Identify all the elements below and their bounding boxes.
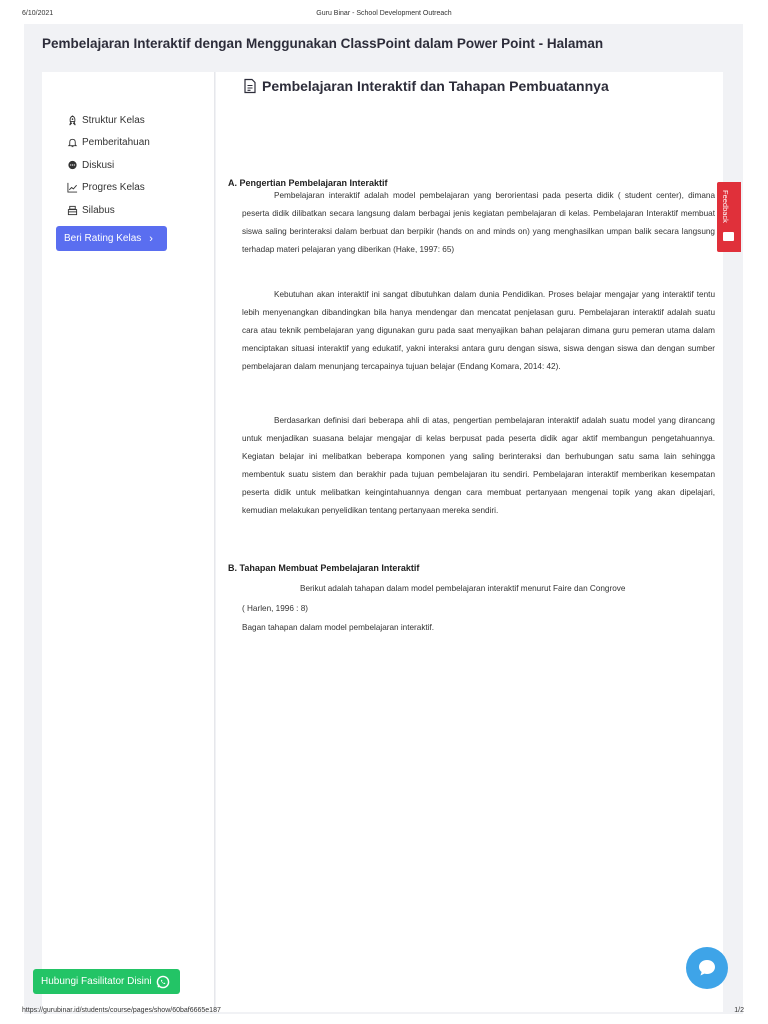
closing-line: Bagan tahapan dalam model pembelajaran interaktif. — [242, 623, 435, 632]
chat-icon — [66, 159, 78, 171]
paragraph-4: Berikut adalah tahapan dalam model pembelajaran interaktif menurut Faire dan Congrove — [300, 584, 626, 593]
rocket-icon — [66, 114, 78, 126]
bell-icon — [66, 136, 78, 148]
paragraph-1: Pembelajaran interaktif adalah model pembelajaran yang berorientasi pada peserta didik ( student center), dimana peserta didik dilibatkan secara langsung dalam berbagai jenis kegiatan pembelajaran di kelas. Pembelajaran Interaktif membuat siswa saling berinteraksi dalam berbuat dan berpikir (hands on and minds on) yang menghasilkan umpan balik secara langsung terhadap materi pelajaran yang diberikan (Hake, 1997: 65) — [242, 191, 715, 254]
print-footer — [0, 1002, 768, 1024]
print-header-title: Guru Binar - School Development Outreach — [316, 10, 452, 17]
citation: ( Harlen, 1996 : 8) — [242, 604, 308, 613]
print-url: https://gurubinar.id/students/course/pages/show/60baf6665e187 — [22, 1007, 221, 1014]
sidebar-item-pemberitahuan[interactable] — [66, 134, 206, 150]
chart-line-icon — [66, 181, 78, 193]
content-panel — [216, 72, 723, 1012]
section-a-heading: A. Pengertian Pembelajaran Interaktif — [228, 178, 388, 188]
sidebar-item-progres-kelas[interactable] — [66, 179, 206, 195]
sidebar-item-label: Diskusi — [82, 159, 115, 171]
print-header — [0, 0, 768, 22]
feedback-tab[interactable] — [717, 182, 741, 252]
sidebar-item-struktur-kelas[interactable] — [66, 112, 206, 128]
app-window — [24, 24, 743, 1014]
sidebar-item-silabus[interactable] — [66, 202, 206, 218]
rating-button-label: Beri Rating Kelas — [64, 233, 142, 244]
rating-button[interactable] — [56, 226, 167, 251]
document-icon — [242, 78, 258, 94]
chevron-right-icon: › — [149, 232, 153, 245]
sidebar-item-label: Silabus — [82, 204, 115, 216]
live-chat-button[interactable] — [686, 947, 728, 989]
whatsapp-icon — [156, 975, 170, 989]
paragraph-3: Berdasarkan definisi dari beberapa ahli di atas, pengertian pembelajaran interaktif adalah suatu model yang dirancang untuk menjadikan suasana belajar mengajar di kelas berpusat pada peserta didik agar aktif membangun pengetahuannya. Kegiatan belajar ini melibatkan beberapa komponen yang saling berinteraksi dan berhubungan satu sama lain sehingga membentuk suatu sistem dan berakhir pada tujuan pembelajaran itu sendiri. Pembelajaran interaktif memberikan kesempatan peserta didik untuk melibatkan keingintahuannya dengan cara membuat pertanyaan mengenai topik yang akan dipelajari, kemudian melakukan penyelidikan tentang pertanyaan mereka sendiri. — [242, 416, 715, 515]
feedback-icon — [723, 232, 734, 241]
sidebar-item-diskusi[interactable] — [66, 157, 206, 173]
print-page-number: 1/2 — [734, 1007, 744, 1014]
sidebar — [42, 72, 215, 1012]
content-title-text: Pembelajaran Interaktif dan Tahapan Pembuatannya — [262, 78, 609, 94]
content-title — [242, 78, 609, 94]
sidebar-item-label: Progres Kelas — [82, 181, 145, 193]
page-title: Pembelajaran Interaktif dengan Menggunakan ClassPoint dalam Power Point - Halaman — [42, 36, 604, 51]
sidebar-item-label: Pemberitahuan — [82, 136, 150, 148]
section-b-heading: B. Tahapan Membuat Pembelajaran Interaktif — [228, 563, 420, 573]
chat-bubble-icon — [696, 957, 718, 979]
feedback-label: Feedback — [721, 190, 730, 223]
whatsapp-button-label: Hubungi Fasilitator Disini — [41, 976, 152, 987]
sidebar-item-label: Struktur Kelas — [82, 114, 145, 126]
print-date: 6/10/2021 — [22, 10, 54, 17]
whatsapp-contact-button[interactable] — [33, 969, 180, 994]
paragraph-2: Kebutuhan akan interaktif ini sangat dibutuhkan dalam dunia Pendidikan. Proses belajar mengajar yang interaktif tentu lebih menyenangkan dibandingkan bila hanya mendengar dan mencatat penjelasan guru. Pembelajaran interaktif adalah suatu cara atau teknik pembelajaran yang digunakan guru pada saat menyajikan bahan pelajaran dimana guru pemeran utama dalam menciptakan situasi interaktif yang edukatif, yakni interaksi antara guru dengan siswa, siswa dengan siswa dan dengan sumber pembelajaran dalam menunjang tercapainya tujuan belajar (Endang Komara, 2014: 42). — [242, 290, 715, 371]
stack-icon — [66, 204, 78, 216]
